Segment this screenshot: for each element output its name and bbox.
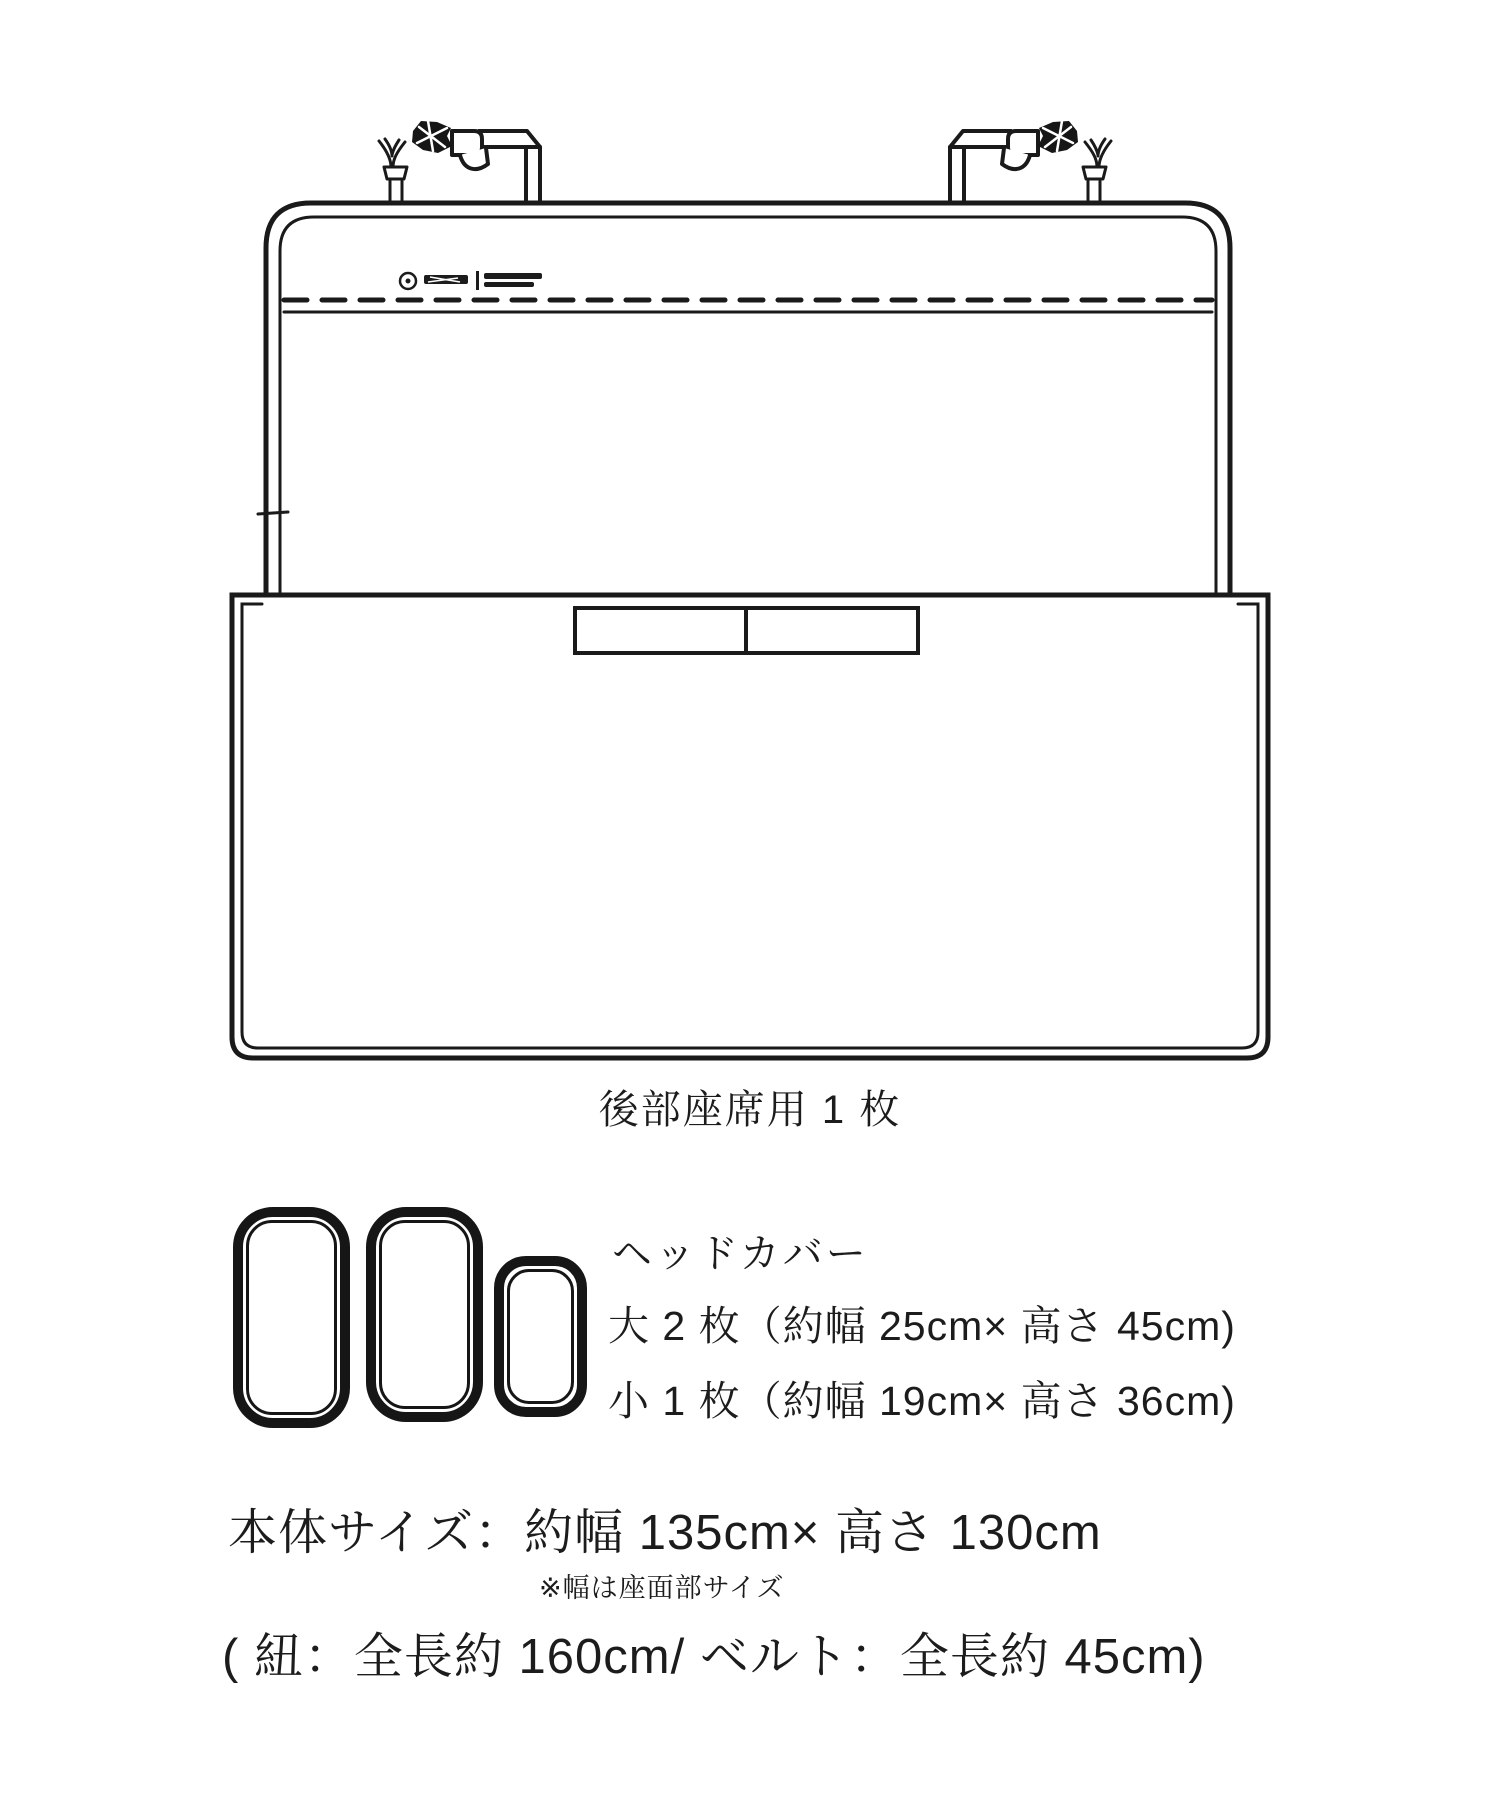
head-cover-large-1 xyxy=(233,1207,350,1428)
seat-back-outer-edge xyxy=(266,203,1230,601)
head-cover-small xyxy=(494,1256,587,1417)
brand-mark-dot xyxy=(406,279,411,284)
head-cover-title: ヘッドカバー xyxy=(612,1232,869,1276)
head-cover-large-size: 大 2 枚（約幅 25cm× 高さ 45cm) xyxy=(608,1303,1236,1349)
cord-y xyxy=(379,139,405,167)
label-text-row2 xyxy=(484,282,534,287)
strap-leg xyxy=(526,147,540,203)
diagram-caption: 後部座席用 1 枚 xyxy=(598,1088,902,1132)
cord-strap-end xyxy=(390,181,402,203)
seat-bottom-cover xyxy=(232,595,1268,1058)
seam-tick xyxy=(258,512,288,514)
label-text-row1 xyxy=(484,273,542,279)
cord-anchor xyxy=(384,167,407,179)
seat-bottom-outer-edge xyxy=(232,595,1268,1058)
headrest-strap-left xyxy=(379,121,540,203)
strap-length-text: ( 紐：全長約 160cm/ ベルト：全長約 45cm) xyxy=(222,1630,1206,1684)
headrest-strap-right xyxy=(950,121,1111,203)
width-note-text: ※幅は座面部サイズ xyxy=(539,1573,785,1603)
head-cover-small-size: 小 1 枚（約幅 19cm× 高さ 36cm) xyxy=(608,1378,1236,1424)
seat-back-cover xyxy=(258,203,1230,601)
label-divider xyxy=(476,271,479,290)
head-cover-large-2-inner-line xyxy=(379,1220,470,1409)
head-cover-large-1-inner-line xyxy=(246,1220,337,1415)
head-cover-large-2 xyxy=(366,1207,483,1422)
body-size-text: 本体サイズ：約幅 135cm× 高さ 130cm xyxy=(228,1506,1102,1560)
head-cover-small-inner-line xyxy=(507,1269,574,1404)
